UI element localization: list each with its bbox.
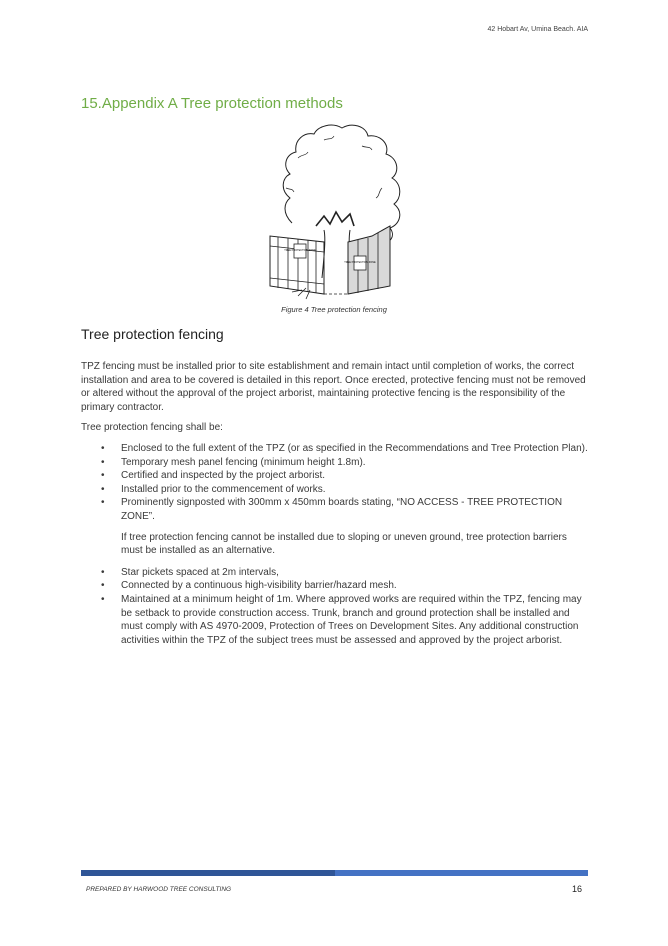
tree-protection-figure <box>262 118 412 300</box>
lead-paragraph: Tree protection fencing shall be: <box>81 422 223 434</box>
body-content <box>81 360 589 654</box>
list-item: • Maintained at a minimum height of 1m. Where approved works are required within the TPZ, fencing may be setback to provide construction access. Trunk, branch and ground protection shall be installed and must comply with AS 4970-2009, Protection of Trees on Development Sites. Any additional construction activities within the TPZ of the subject trees must be assessed and approved by the project arborist. <box>101 593 582 646</box>
footer-prepared-by: PREPARED BY HARWOOD TREE CONSULTING <box>86 886 232 893</box>
list-item: • Prominently signposted with 300mm x 450mm boards stating, “NO ACCESS - TREE PROTECTION ZONE”. <box>101 497 563 522</box>
bullet-list-a <box>81 442 589 524</box>
list-item: • Enclosed to the full extent of the TPZ (or as specified in the Recommendations and Tree Protection Plan). <box>101 442 588 454</box>
tree-canopy <box>283 125 400 242</box>
page-number: 16 <box>571 884 582 894</box>
sign-left-text: TREE PROTECTION ZONE <box>284 249 316 252</box>
list-item: • Star pickets spaced at 2m intervals, <box>101 566 279 578</box>
alternative-note: If tree protection fencing cannot be installed due to sloping or uneven ground, tree protection barriers must be installed as an alternative. <box>121 531 567 557</box>
list-item: • Installed prior to the commencement of works. <box>101 483 326 495</box>
bullet-list-b <box>81 566 589 648</box>
list-item: • Certified and inspected by the project arborist. <box>101 470 325 482</box>
list-item: • Temporary mesh panel fencing (minimum height 1.8m). <box>101 456 366 468</box>
footer-rule <box>81 870 588 876</box>
sign-right-text: TREE PROTECTION ZONE <box>344 261 376 264</box>
section-title: 15.Appendix A Tree protection methods <box>81 95 343 112</box>
intro-paragraph: TPZ fencing must be installed prior to site establishment and remain intact until completion of works, the correct installation and area to be covered is detailed in this report. Once erected, protective fencing must not be removed or altered without the approval of the project arborist, maintaining protective fencing is the responsibility of the primary contractor. <box>81 361 586 413</box>
list-item: • Connected by a continuous high-visibility barrier/hazard mesh. <box>101 580 397 592</box>
subsection-title: Tree protection fencing <box>81 326 224 342</box>
header-address: 42 Hobart Av, Umina Beach. AIA <box>487 26 588 33</box>
figure-caption: Figure 4 Tree protection fencing <box>281 305 387 314</box>
tree-fencing-illustration <box>262 118 412 300</box>
